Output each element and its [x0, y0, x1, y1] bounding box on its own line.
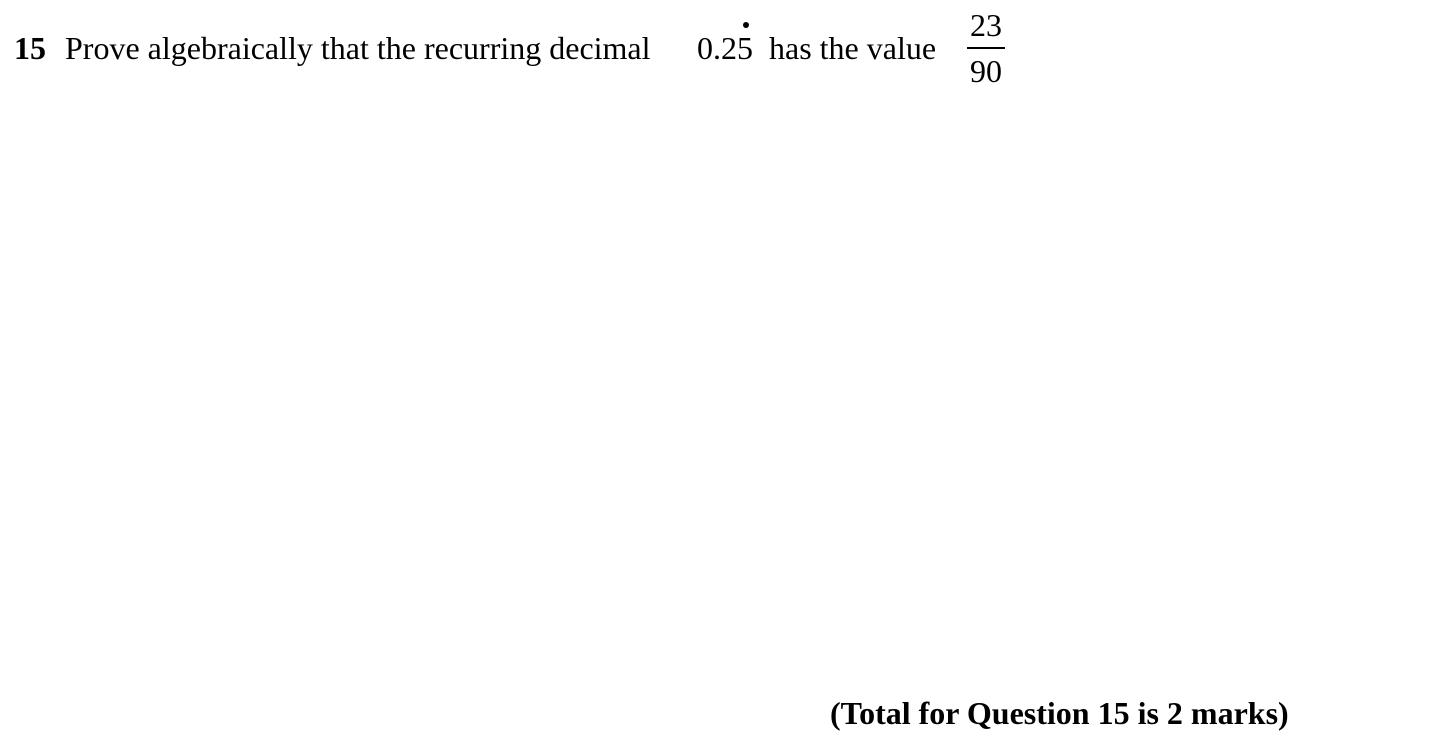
fraction-numerator: 23 [970, 7, 1002, 43]
question-number: 15 [14, 30, 46, 66]
question-text: Prove algebraically that the recurring decimal [65, 30, 651, 66]
question-text-continued: has the value [769, 30, 937, 66]
fraction [967, 6, 1005, 90]
fraction-bar [967, 47, 1005, 49]
decimal-prefix: 0.2 [697, 30, 737, 66]
recurring-digit [737, 29, 753, 67]
recurring-digit-value: 5 [737, 30, 753, 66]
recurring-dot-icon [743, 22, 749, 28]
recurring-decimal [697, 29, 753, 67]
question-line [0, 0, 1100, 100]
fraction-denominator: 90 [970, 52, 1002, 89]
total-marks: (Total for Question 15 is 2 marks) [830, 695, 1289, 731]
